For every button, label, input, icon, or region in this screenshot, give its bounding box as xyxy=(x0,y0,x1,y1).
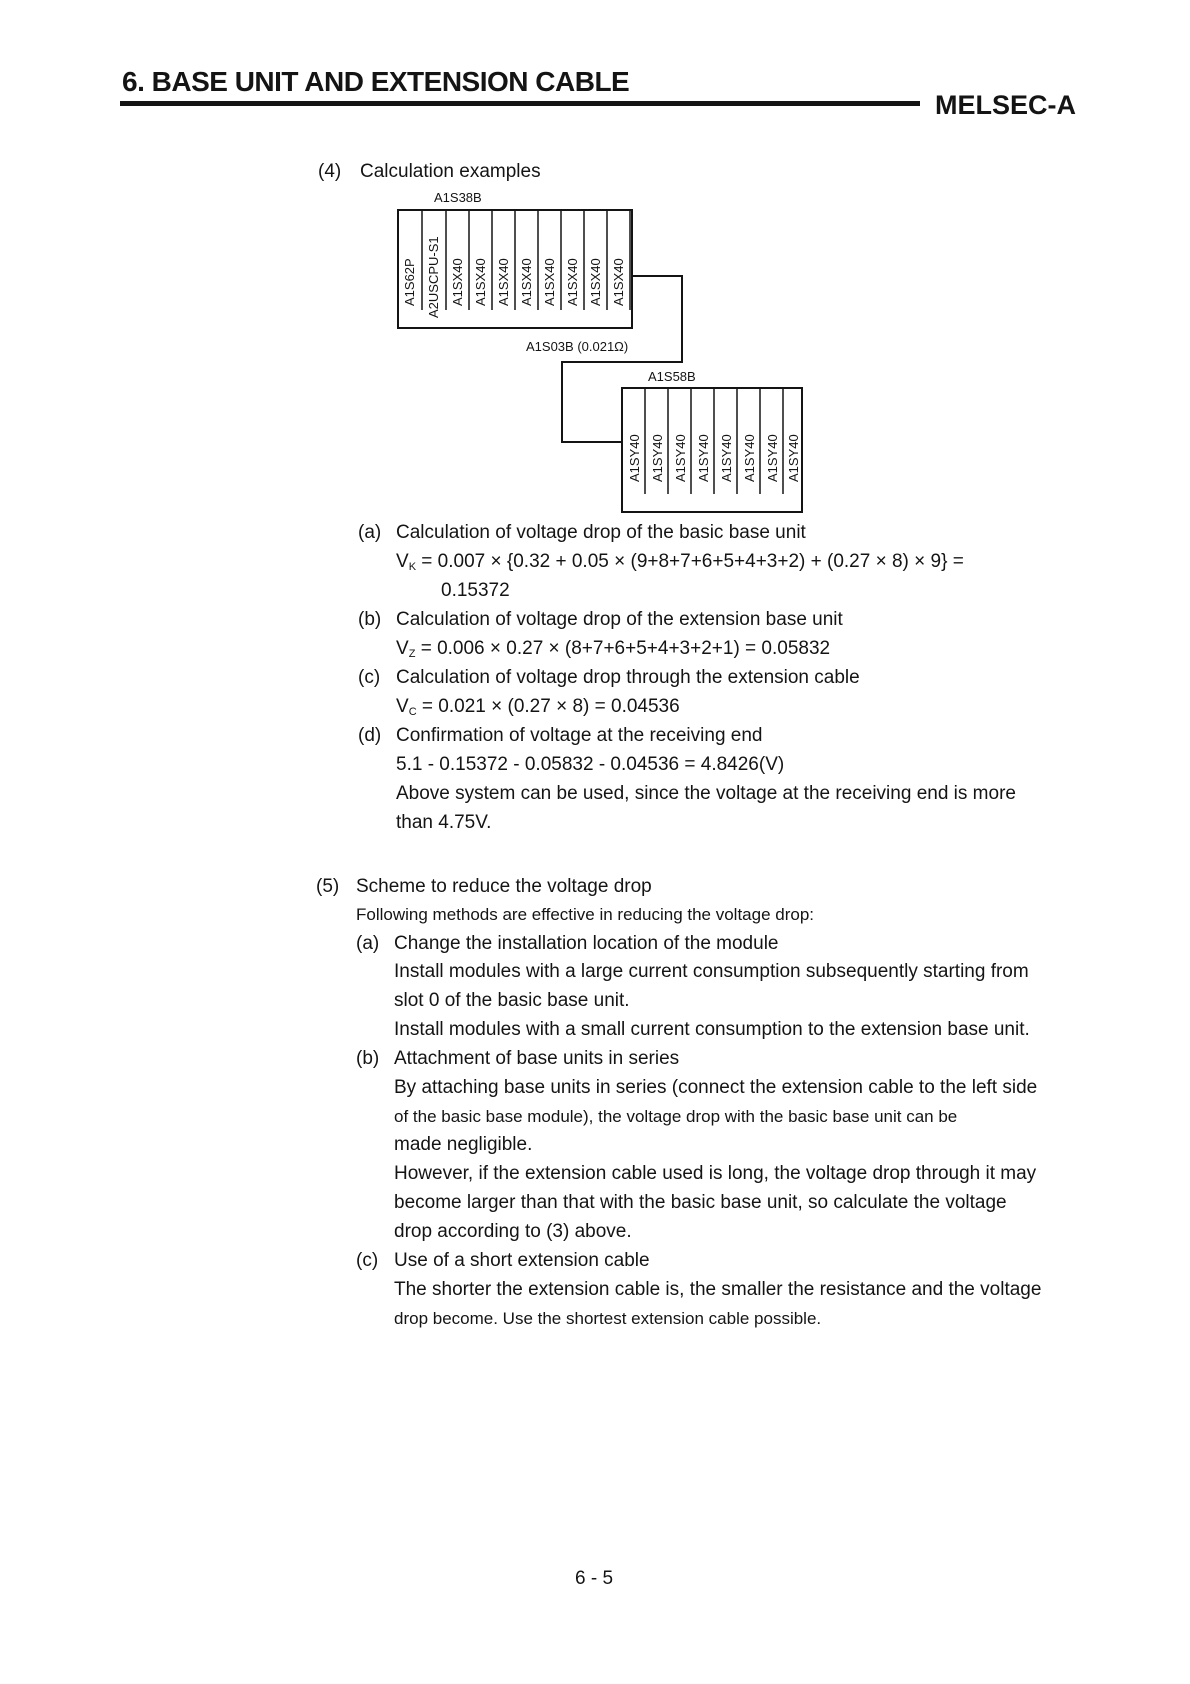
base-unit-diagram xyxy=(390,188,830,518)
extension-module-1: A1SY40 xyxy=(650,434,665,482)
calc-d-line2: Above system can be used, since the voltage at the receiving end is more xyxy=(396,783,1016,804)
item5-title: Scheme to reduce the voltage drop xyxy=(356,876,652,897)
item5-b-title: Attachment of base units in series xyxy=(394,1048,680,1069)
calc-a-label: (a) xyxy=(358,522,382,543)
item5-a-line2: slot 0 of the basic base unit. xyxy=(394,990,630,1011)
section-title: 6. BASE UNIT AND EXTENSION CABLE xyxy=(122,66,630,97)
calc-a-result: 0.15372 xyxy=(441,580,510,601)
basic-module-9: A1SX40 xyxy=(611,258,626,306)
calc-d-line1: 5.1 - 0.15372 - 0.05832 - 0.04536 = 4.8426(V) xyxy=(396,754,785,775)
calc-c-title: Calculation of voltage drop through the extension cable xyxy=(396,667,860,688)
calc-b-formula xyxy=(396,637,830,661)
item4-number: (4) xyxy=(318,161,342,182)
extension-module-4: A1SY40 xyxy=(719,434,734,482)
extension-module-5: A1SY40 xyxy=(742,434,757,482)
item5-a-label: (a) xyxy=(356,933,380,954)
calc-b-label: (b) xyxy=(358,609,382,630)
extension-base-label: A1S58B xyxy=(648,369,696,384)
basic-module-4: A1SX40 xyxy=(496,258,511,306)
item5-c-line1: The shorter the extension cable is, the smaller the resistance and the voltage xyxy=(394,1279,1042,1300)
calc-c-formula xyxy=(396,695,680,719)
item5-a-title: Change the installation location of the module xyxy=(394,933,779,954)
basic-module-3: A1SX40 xyxy=(473,258,488,306)
basic-module-6: A1SX40 xyxy=(542,258,557,306)
calc-d-title: Confirmation of voltage at the receiving end xyxy=(396,725,763,746)
basic-base-label: A1S38B xyxy=(434,190,482,205)
calc-c-label: (c) xyxy=(358,667,381,688)
extension-module-7: A1SY40 xyxy=(786,434,801,482)
item5-a-line3: Install modules with a small current consumption to the extension base unit. xyxy=(394,1019,1030,1040)
calc-c-var: V xyxy=(396,696,409,717)
extension-module-3: A1SY40 xyxy=(696,434,711,482)
item5-number: (5) xyxy=(316,876,340,897)
calc-b-title: Calculation of voltage drop of the extension base unit xyxy=(396,609,843,630)
calc-d-label: (d) xyxy=(358,725,382,746)
item5-b-line5: become larger than that with the basic base unit, so calculate the voltage xyxy=(394,1192,1007,1213)
page-number: 6 - 5 xyxy=(575,1568,614,1589)
calc-a-title: Calculation of voltage drop of the basic base unit xyxy=(396,522,806,543)
header-rule xyxy=(120,101,920,106)
basic-module-2: A1SX40 xyxy=(450,258,465,306)
basic-module-0: A1S62P xyxy=(402,258,417,306)
extension-module-0: A1SY40 xyxy=(627,434,642,482)
calc-b-sub: Z xyxy=(408,648,416,660)
basic-module-7: A1SX40 xyxy=(565,258,580,306)
basic-module-5: A1SX40 xyxy=(519,258,534,306)
calc-c-sub: C xyxy=(408,706,417,718)
calc-a-sub: K xyxy=(408,561,417,573)
item5-c-label: (c) xyxy=(356,1250,379,1271)
brand-label: MELSEC-A xyxy=(935,90,1076,120)
item5-b-line2: of the basic base module), the voltage drop with the basic base unit can be xyxy=(394,1107,958,1126)
extension-module-6: A1SY40 xyxy=(765,434,780,482)
extension-slot-dividers xyxy=(645,388,783,494)
item5-b-line4: However, if the extension cable used is long, the voltage drop through it may xyxy=(394,1163,1037,1184)
item5-c-line2: drop become. Use the shortest extension cable possible. xyxy=(394,1309,822,1328)
item5-b-line1: By attaching base units in series (connect the extension cable to the left side xyxy=(394,1077,1038,1098)
calc-a-formula xyxy=(396,550,964,574)
calc-b-expression: = 0.006 × 0.27 × (8+7+6+5+4+3+2+1) = 0.05832 xyxy=(415,638,831,659)
basic-module-1: A2USCPU-S1 xyxy=(426,236,441,318)
calc-c-expression: = 0.021 × (0.27 × 8) = 0.04536 xyxy=(416,696,680,717)
basic-module-8: A1SX40 xyxy=(588,258,603,306)
item5-b-label: (b) xyxy=(356,1048,380,1069)
item5-b-line3: made negligible. xyxy=(394,1134,533,1155)
calc-a-expression: = 0.007 × {0.32 + 0.05 × (9+8+7+6+5+4+3+2) + (0.27 × 8) × 9} = xyxy=(416,551,964,572)
item5-a-line1: Install modules with a large current consumption subsequently starting from xyxy=(394,961,1029,982)
calc-a-var: V xyxy=(396,551,409,572)
calc-b-var: V xyxy=(396,638,409,659)
extension-module-2: A1SY40 xyxy=(673,434,688,482)
item4-title: Calculation examples xyxy=(360,161,541,182)
item5-intro: Following methods are effective in reducing the voltage drop: xyxy=(356,905,815,924)
item5-c-title: Use of a short extension cable xyxy=(394,1250,650,1271)
item5-b-line6: drop according to (3) above. xyxy=(394,1221,632,1242)
cable-label: A1S03B (0.021Ω) xyxy=(526,339,629,354)
calc-d-line3: than 4.75V. xyxy=(396,812,492,833)
